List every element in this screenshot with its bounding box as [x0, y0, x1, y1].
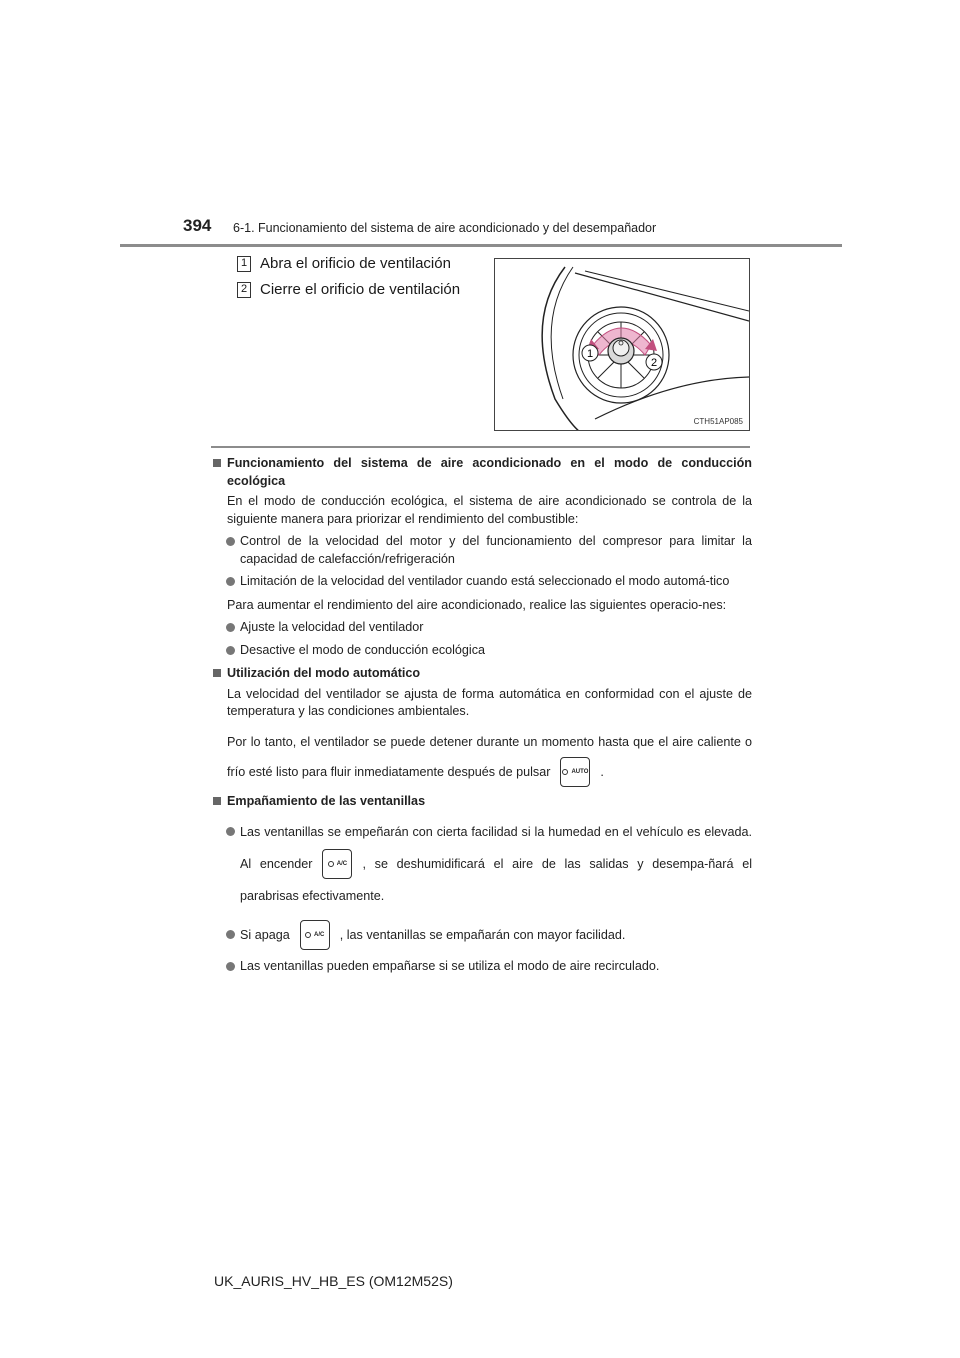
- step-2-number: 2: [237, 282, 251, 298]
- square-bullet-icon: [213, 669, 221, 677]
- eco-bullet-3: Ajuste la velocidad del ventilador: [212, 619, 752, 637]
- step-2: [237, 281, 460, 298]
- auto-button-icon: AUTO: [560, 757, 590, 787]
- ac-button-icon: A/C: [322, 849, 352, 879]
- fog-bullet-2: Si apaga A/C , las ventanillas se empañarán con mayor facilidad.: [212, 917, 752, 953]
- figure-callout-2: 2: [650, 357, 658, 369]
- eco-bullet-1: Control de la velocidad del motor y del funcionamiento del compresor para limitar la capacidad de calefacción/refrigeración: [212, 533, 752, 568]
- content-divider: [211, 446, 750, 448]
- circle-bullet-icon: [226, 827, 235, 836]
- step-1-text: Abra el orificio de ventilación: [260, 255, 451, 272]
- fog-bullet-3: Las ventanillas pueden empañarse si se utiliza el modo de aire recirculado.: [212, 958, 752, 976]
- auto-para-1: La velocidad del ventilador se ajusta de forma automática en conformidad con el ajuste de temperatura y las condiciones ambientales.: [227, 686, 752, 718]
- circle-bullet-icon: [226, 930, 235, 939]
- eco-bullet-4: Desactive el modo de conducción ecológica: [212, 642, 752, 660]
- step-2-text: Cierre el orificio de ventilación: [260, 281, 461, 298]
- eco-bullet-2: Limitación de la velocidad del ventilador cuando está seleccionado el modo automá-tico: [212, 573, 752, 591]
- circle-bullet-icon: [226, 962, 235, 971]
- square-bullet-icon: [213, 459, 221, 467]
- step-1: [237, 255, 451, 272]
- circle-bullet-icon: [226, 623, 235, 632]
- figure-code: CTH51AP085: [693, 417, 743, 426]
- step-1-number: 1: [237, 256, 251, 272]
- page-number: 394: [183, 216, 212, 235]
- eco-para-2: Para aumentar el rendimiento del aire acondicionado, realice las siguientes operacio-nes:: [227, 597, 727, 612]
- air-vent-drawing: [495, 259, 750, 431]
- footer-model-code: UK_AURIS_HV_HB_ES (OM12M52S): [214, 1273, 453, 1289]
- vent-illustration: [494, 258, 750, 431]
- ac-button-icon: A/C: [300, 920, 330, 950]
- section-title: 6-1. Funcionamiento del sistema de aire acondicionado y del desempañador: [233, 221, 657, 235]
- circle-bullet-icon: [226, 646, 235, 655]
- eco-intro: En el modo de conducción ecológica, el sistema de aire acondicionado se controla de la siguiente manera para priorizar el rendimiento del combustible:: [227, 494, 752, 526]
- eco-mode-heading: Funcionamiento del sistema de aire acondicionado en el modo de conducción ecológica: [212, 455, 752, 490]
- fog-bullet-1: Las ventanillas se empeñarán con cierta facilidad si la humedad en el vehículo es elevada. Al encender A/C , se deshumidificará el aire de las salidas y desempa-ñará el parabrisas efectivamente.: [212, 816, 752, 912]
- fogging-heading: Empañamiento de las ventanillas: [212, 793, 752, 811]
- circle-bullet-icon: [226, 577, 235, 586]
- auto-para-2: Por lo tanto, el ventilador se puede detener durante un momento hasta que el aire caliente o frío esté listo para fluir inmediatamente después de pulsar AUTO .: [212, 727, 752, 788]
- header-divider: [120, 244, 842, 247]
- notes-content: [212, 455, 752, 975]
- figure-callout-1: 1: [586, 348, 594, 360]
- circle-bullet-icon: [226, 537, 235, 546]
- square-bullet-icon: [213, 797, 221, 805]
- auto-mode-heading: Utilización del modo automático: [212, 665, 752, 683]
